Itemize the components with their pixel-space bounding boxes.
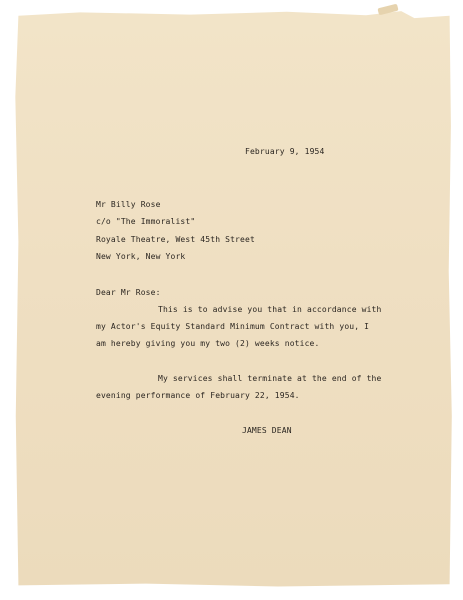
salutation: Dear Mr Rose: [96, 288, 161, 297]
recipient-street: Royale Theatre, West 45th Street [96, 235, 255, 244]
letter-page [14, 10, 454, 590]
recipient-city: New York, New York [96, 252, 186, 261]
paragraph1-line: my Actor's Equity Standard Minimum Contract with you, I [96, 322, 370, 331]
letter-date: February 9, 1954 [245, 147, 325, 156]
paragraph2-line: My services shall terminate at the end of the [158, 374, 382, 383]
signature-name: JAMES DEAN [242, 426, 292, 435]
recipient-name: Mr Billy Rose [96, 200, 161, 209]
paragraph2-line: evening performance of February 22, 1954. [96, 391, 300, 400]
paragraph1-line: This is to advise you that in accordance with [158, 305, 382, 314]
paragraph1-line: am hereby giving you my two (2) weeks notice. [96, 339, 320, 348]
recipient-care-of: c/o "The Immoralist" [96, 217, 196, 226]
